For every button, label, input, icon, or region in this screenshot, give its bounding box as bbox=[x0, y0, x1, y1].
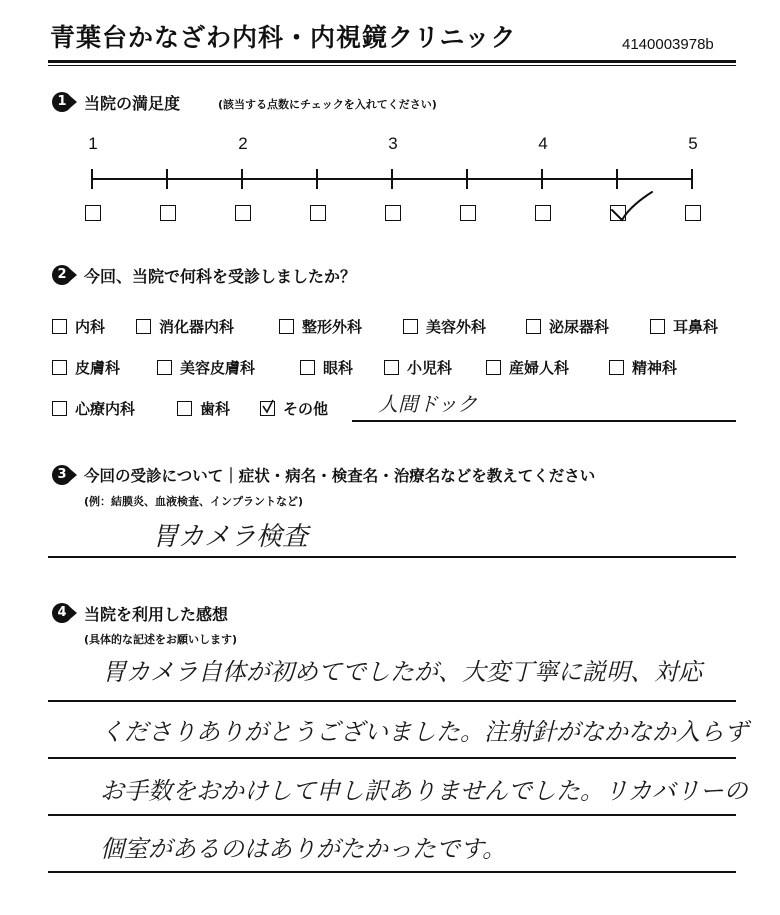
department-option-obgyn[interactable]: 産婦人科 bbox=[486, 357, 569, 378]
scale-checkbox-4[interactable] bbox=[535, 205, 551, 221]
feedback-rule-2 bbox=[48, 757, 736, 759]
question-2-title: 今回、当院で何科を受診しましたか？ bbox=[84, 267, 357, 286]
department-option-ent[interactable]: 耳鼻科 bbox=[650, 316, 718, 337]
question-1-title: 当院の満足度 bbox=[84, 94, 181, 113]
checkbox[interactable] bbox=[650, 319, 665, 334]
scale-label-3: 3 bbox=[388, 134, 398, 153]
feedback-line-4: 個室があるのはありがたかったです。 bbox=[100, 835, 507, 863]
scale-tick bbox=[541, 169, 543, 189]
feedback-line-2: くださりありがとうございました。注射針がなかなか入らず bbox=[100, 718, 748, 746]
scale-checkbox-2-5[interactable] bbox=[310, 205, 326, 221]
scale-checkbox-3-5[interactable] bbox=[460, 205, 476, 221]
checkbox[interactable] bbox=[136, 319, 151, 334]
scale-checkbox-1[interactable] bbox=[85, 205, 101, 221]
handwritten-check-mark-icon bbox=[606, 186, 656, 226]
checkbox[interactable] bbox=[403, 319, 418, 334]
other-answer-line bbox=[352, 420, 736, 422]
department-option-dermatology[interactable]: 皮膚科 bbox=[52, 357, 120, 378]
question-3-number: 3 bbox=[52, 465, 72, 485]
question-4-number: 4 bbox=[52, 603, 72, 623]
department-option-dental[interactable]: 歯科 bbox=[177, 398, 230, 419]
department-option-ophthalmology[interactable]: 眼科 bbox=[300, 357, 353, 378]
other-department-answer: 人間ドック bbox=[378, 392, 478, 416]
checkbox[interactable] bbox=[300, 360, 315, 375]
scale-tick bbox=[166, 169, 168, 189]
header-rule-thin bbox=[48, 65, 736, 66]
scale-checkbox-2[interactable] bbox=[235, 205, 251, 221]
question-1-number: 1 bbox=[52, 92, 72, 112]
scale-label-5: 5 bbox=[688, 134, 698, 153]
checkbox[interactable] bbox=[52, 360, 67, 375]
checkbox[interactable] bbox=[609, 360, 624, 375]
department-option-urology[interactable]: 泌尿器科 bbox=[526, 316, 609, 337]
checkbox[interactable] bbox=[177, 401, 192, 416]
department-option-cosmetic-dermatology[interactable]: 美容皮膚科 bbox=[157, 357, 255, 378]
question-4-arrow-icon bbox=[70, 607, 77, 619]
department-option-psychosomatic[interactable]: 心療内科 bbox=[52, 398, 135, 419]
question-1-arrow-icon bbox=[70, 96, 77, 108]
checkbox[interactable] bbox=[384, 360, 399, 375]
scale-label-4: 4 bbox=[538, 134, 548, 153]
question-4-title: 当院を利用した感想 bbox=[84, 605, 229, 624]
scale-label-1: 1 bbox=[88, 134, 98, 153]
check-mark-icon bbox=[260, 398, 276, 416]
feedback-line-3: お手数をおかけして申し訳ありませんでした。リカバリーの bbox=[100, 777, 748, 805]
scale-tick bbox=[241, 169, 243, 189]
department-option-other-checked[interactable]: その他 bbox=[260, 398, 328, 419]
department-option-cosmetic-surgery[interactable]: 美容外科 bbox=[403, 316, 486, 337]
question-3-example: (例：結膜炎、血液検査、インプラントなど) bbox=[84, 495, 304, 508]
scale-label-2: 2 bbox=[238, 134, 248, 153]
checkbox[interactable] bbox=[279, 319, 294, 334]
department-option-pediatrics[interactable]: 小児科 bbox=[384, 357, 452, 378]
clinic-title: 青葉台かなざわ内科・内視鏡クリニック bbox=[50, 23, 517, 52]
question-1-instruction: (該当する点数にチェックを入れてください) bbox=[218, 98, 437, 111]
question-2-number: 2 bbox=[52, 265, 72, 285]
scale-tick bbox=[316, 169, 318, 189]
feedback-rule-3 bbox=[48, 814, 736, 816]
scale-checkbox-3[interactable] bbox=[385, 205, 401, 221]
department-option-psychiatry[interactable]: 精神科 bbox=[609, 357, 677, 378]
question-3-title: 今回の受診について｜症状・病名・検査名・治療名などを教えてください bbox=[84, 467, 596, 485]
question-2-arrow-icon bbox=[70, 269, 77, 281]
scale-tick bbox=[391, 169, 393, 189]
checkbox[interactable] bbox=[52, 319, 67, 334]
scale-tick bbox=[91, 169, 93, 189]
department-option-internal[interactable]: 内科 bbox=[52, 316, 105, 337]
department-option-gastro[interactable]: 消化器内科 bbox=[136, 316, 234, 337]
department-option-orthopedic[interactable]: 整形外科 bbox=[279, 316, 362, 337]
scale-checkbox-5[interactable] bbox=[685, 205, 701, 221]
header-rule bbox=[48, 60, 736, 63]
checkbox[interactable] bbox=[52, 401, 67, 416]
question-3-answer: 胃カメラ検査 bbox=[152, 522, 309, 552]
scale-tick bbox=[691, 169, 693, 189]
question-4-instruction: (具体的な記述をお願いします) bbox=[84, 633, 238, 646]
feedback-line-1: 胃カメラ自体が初めてでしたが、大変丁寧に説明、対応 bbox=[102, 658, 702, 686]
checkbox-checked[interactable] bbox=[260, 401, 275, 416]
question-3-answer-line bbox=[48, 556, 736, 558]
checkbox[interactable] bbox=[486, 360, 501, 375]
feedback-rule-1 bbox=[48, 700, 736, 702]
question-3-arrow-icon bbox=[70, 469, 77, 481]
feedback-rule-4 bbox=[48, 871, 736, 873]
document-id: 4140003978b bbox=[622, 36, 714, 53]
checkbox[interactable] bbox=[526, 319, 541, 334]
checkbox[interactable] bbox=[157, 360, 172, 375]
scale-checkbox-1-5[interactable] bbox=[160, 205, 176, 221]
scale-tick bbox=[466, 169, 468, 189]
